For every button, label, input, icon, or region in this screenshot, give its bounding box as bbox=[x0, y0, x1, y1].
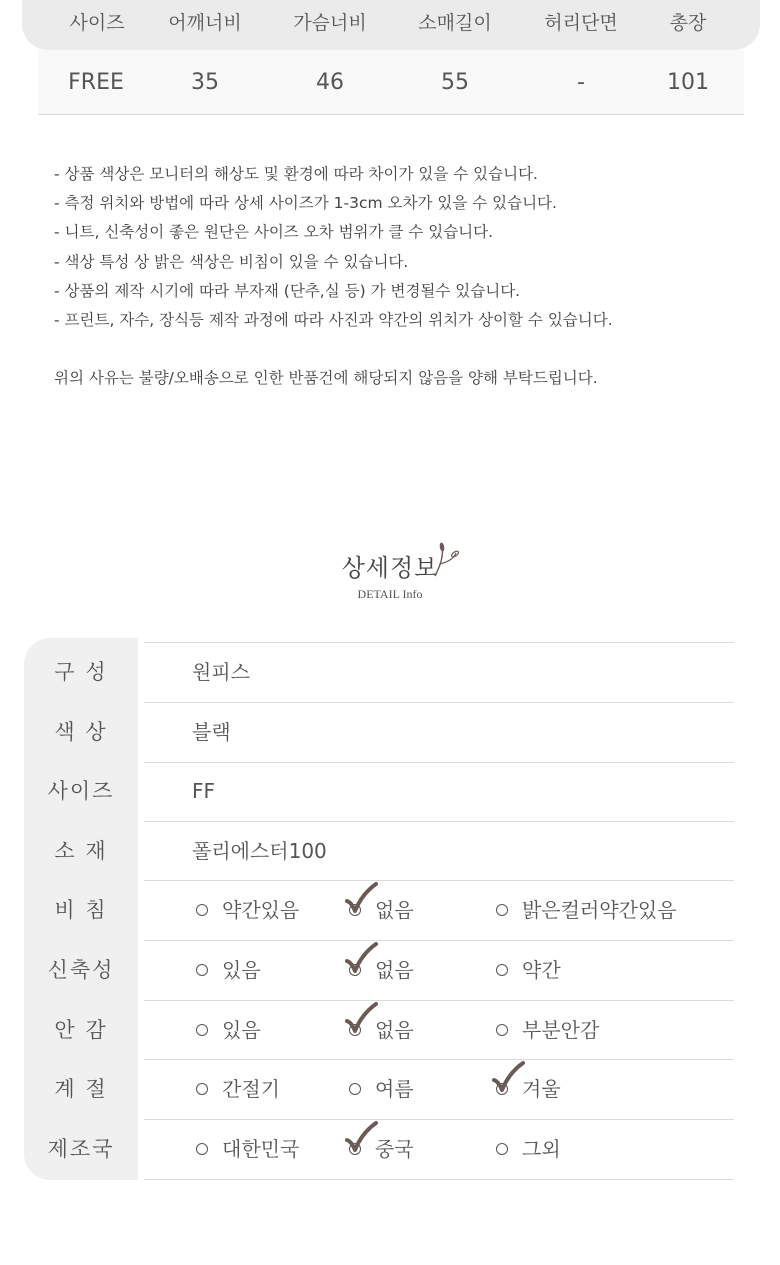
radio-circle-icon bbox=[196, 964, 208, 976]
size-value-cell: 101 bbox=[667, 70, 709, 95]
spec-label: 구 성 bbox=[54, 660, 108, 684]
spec-value: 블랙 bbox=[192, 720, 231, 744]
option-item[interactable]: 부분안감 bbox=[496, 1001, 599, 1060]
option-item[interactable]: 있음 bbox=[196, 941, 261, 1000]
size-value-cell: FREE bbox=[68, 70, 124, 95]
option-item[interactable]: 없음 bbox=[349, 881, 414, 940]
spec-label: 제조국 bbox=[47, 1137, 115, 1161]
size-value-cell: - bbox=[577, 70, 585, 95]
radio-circle-icon bbox=[496, 964, 508, 976]
option-item[interactable]: 약간 bbox=[496, 941, 561, 1000]
size-table-row bbox=[38, 50, 744, 115]
spec-label: 계 절 bbox=[54, 1077, 108, 1101]
size-header-cell: 총장 bbox=[669, 12, 707, 34]
radio-circle-icon bbox=[496, 1143, 508, 1155]
detail-title-english: DETAIL Info bbox=[357, 587, 423, 601]
size-header-cell: 어깨너비 bbox=[168, 12, 242, 34]
check-icon bbox=[344, 1120, 380, 1156]
radio-circle-icon bbox=[349, 1024, 361, 1036]
option-item[interactable]: 그외 bbox=[496, 1120, 561, 1179]
spec-row-size bbox=[24, 762, 734, 821]
radio-circle-icon bbox=[196, 904, 208, 916]
spec-label: 색 상 bbox=[54, 720, 108, 744]
check-icon bbox=[491, 1060, 527, 1096]
spec-value: FF bbox=[192, 779, 216, 803]
note-line: - 상품의 제작 시기에 따라 부자재 (단추,실 등) 가 변경될수 있습니다. bbox=[54, 281, 521, 300]
spec-row-stretch bbox=[24, 941, 734, 1000]
radio-circle-icon bbox=[349, 1143, 361, 1155]
radio-circle-icon bbox=[196, 1024, 208, 1036]
option-item[interactable]: 없음 bbox=[349, 941, 414, 1000]
note-line: - 니트, 신축성이 좋은 원단은 사이즈 오차 범위가 클 수 있습니다. bbox=[54, 223, 494, 242]
spec-label: 비 침 bbox=[54, 898, 108, 922]
radio-circle-icon bbox=[349, 1083, 361, 1095]
spec-divider bbox=[144, 1179, 734, 1180]
size-value-cell: 35 bbox=[191, 70, 219, 95]
size-header-cell: 허리단면 bbox=[544, 12, 618, 34]
spec-value: 폴리에스터100 bbox=[192, 839, 327, 863]
spec-row-season bbox=[24, 1060, 734, 1119]
spec-row-composition bbox=[24, 643, 734, 702]
size-table-header bbox=[22, 0, 760, 50]
spec-value: 원피스 bbox=[192, 660, 250, 684]
option-item[interactable]: 겨울 bbox=[496, 1060, 561, 1119]
radio-circle-icon bbox=[349, 964, 361, 976]
radio-circle-icon bbox=[496, 1083, 508, 1095]
option-item[interactable]: 대한민국 bbox=[196, 1120, 299, 1179]
spec-label: 소 재 bbox=[54, 839, 108, 863]
check-icon bbox=[344, 941, 380, 977]
check-icon bbox=[344, 881, 380, 917]
option-item[interactable]: 중국 bbox=[349, 1120, 414, 1179]
closing-note: 위의 사유는 불량/오배송으로 인한 반품건에 해당되지 않음을 양해 부탁드립니다. bbox=[54, 369, 598, 388]
size-header-cell: 가슴너비 bbox=[293, 12, 367, 34]
spec-label: 사이즈 bbox=[47, 779, 115, 803]
radio-circle-icon bbox=[496, 1024, 508, 1036]
size-value-cell: 55 bbox=[441, 70, 469, 95]
radio-circle-icon bbox=[196, 1143, 208, 1155]
option-item[interactable]: 약간있음 bbox=[196, 881, 299, 940]
option-item[interactable]: 밝은컬러약간있음 bbox=[496, 881, 677, 940]
option-item[interactable]: 없음 bbox=[349, 1001, 414, 1060]
spec-row-material bbox=[24, 822, 734, 881]
spec-row-lining bbox=[24, 1001, 734, 1060]
size-value-cell: 46 bbox=[316, 70, 344, 95]
size-notes bbox=[54, 160, 613, 393]
note-line: - 색상 특성 상 밝은 색상은 비침이 있을 수 있습니다. bbox=[54, 252, 409, 271]
option-item[interactable]: 있음 bbox=[196, 1001, 261, 1060]
spec-row-color bbox=[24, 703, 734, 762]
radio-circle-icon bbox=[196, 1083, 208, 1095]
leaf-sprig-icon bbox=[432, 542, 462, 578]
spec-label: 안 감 bbox=[54, 1018, 108, 1042]
detail-title-korean: 상세정보 bbox=[341, 554, 439, 582]
option-item[interactable]: 간절기 bbox=[196, 1060, 280, 1119]
detail-title bbox=[0, 548, 780, 602]
radio-circle-icon bbox=[496, 904, 508, 916]
option-item[interactable]: 여름 bbox=[349, 1060, 414, 1119]
note-line: - 측정 위치와 방법에 따라 상세 사이즈가 1-3cm 오차가 있을 수 있습니다. bbox=[54, 194, 557, 213]
spec-row-sheerness bbox=[24, 881, 734, 940]
spec-label: 신축성 bbox=[47, 958, 115, 982]
size-header-cell: 사이즈 bbox=[69, 12, 125, 34]
note-line: - 상품 색상은 모니터의 해상도 및 환경에 따라 차이가 있을 수 있습니다. bbox=[54, 165, 538, 183]
size-header-cell: 소매길이 bbox=[418, 12, 492, 34]
note-line: - 프린트, 자수, 장식등 제작 과정에 따라 사진과 약간의 위치가 상이할 수 있습니다. bbox=[54, 311, 613, 330]
radio-circle-icon bbox=[349, 904, 361, 916]
spec-row-origin bbox=[24, 1120, 734, 1179]
check-icon bbox=[344, 1001, 380, 1037]
